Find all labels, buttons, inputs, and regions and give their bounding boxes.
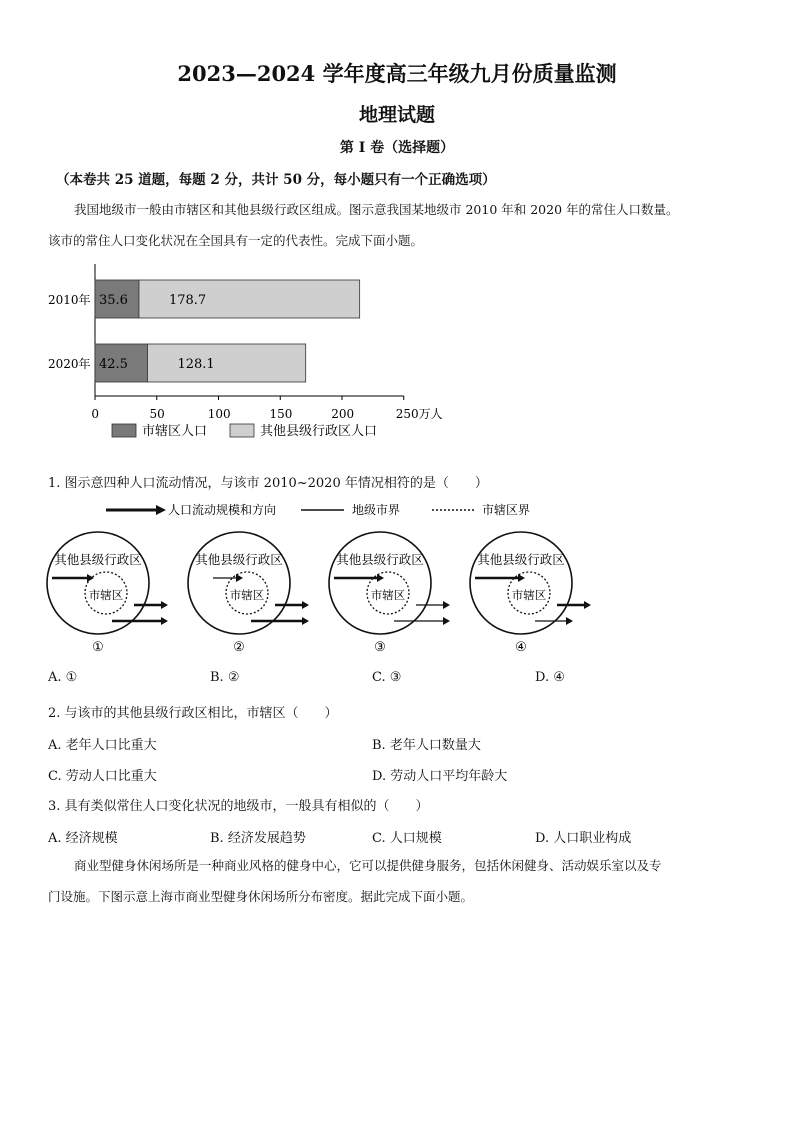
inner-area-label: 市辖区 xyxy=(370,588,406,602)
q2-option-a[interactable]: A. 老年人口比重大 xyxy=(48,738,157,753)
diagram-number: ④ xyxy=(515,640,527,655)
legend-swatch xyxy=(112,424,136,437)
flow-arrow-head xyxy=(302,617,309,625)
diagram-number: ① xyxy=(92,640,104,655)
section-title: 第 I 卷（选择题） xyxy=(339,140,455,156)
passage1-line1: 我国地级市一般由市辖区和其他县级行政区组成。图示意我国某地级市 2010 年和 2020 年的常住人口数量。 xyxy=(74,202,679,217)
subject-title: 地理试题 xyxy=(358,104,435,126)
migration-diagram xyxy=(47,532,168,655)
flow-arrow-head xyxy=(87,574,94,582)
q3-option-c[interactable]: C. 人口规模 xyxy=(372,831,442,846)
q2-option-c[interactable]: C. 劳动人口比重大 xyxy=(48,769,157,784)
x-tick-label: 0 xyxy=(91,407,100,421)
flow-legend-arrow-head xyxy=(156,505,166,515)
section-note: （本卷共 25 道题，每题 2 分，共计 50 分，每小题只有一个正确选项） xyxy=(56,172,496,188)
flow-arrow-head xyxy=(377,574,384,582)
x-tick-label: 100 xyxy=(207,407,231,421)
bar-value-label: 42.5 xyxy=(99,357,128,372)
diagram-number: ③ xyxy=(374,640,386,655)
category-label: 2010年 xyxy=(48,293,91,307)
x-tick-label: 250万人 xyxy=(395,407,443,421)
city-border-circle xyxy=(188,532,290,634)
diagram-number: ② xyxy=(233,640,245,655)
flow-arrow-head xyxy=(236,574,243,582)
q2-option-d[interactable]: D. 劳动人口平均年龄大 xyxy=(372,769,508,784)
city-border-circle xyxy=(329,532,431,634)
passage2-line1: 商业型健身休闲场所是一种商业风格的健身中心，它可以提供健身服务，包括休闲健身、活动娱乐室以及专 xyxy=(74,858,662,873)
outer-area-label: 其他县级行政区 xyxy=(195,552,283,567)
legend-swatch xyxy=(230,424,254,437)
q1-option-c[interactable]: C. ③ xyxy=(372,670,402,685)
q3-stem: 3. 具有类似常住人口变化状况的地级市，一般具有相似的（ ） xyxy=(48,799,429,814)
legend-label: 市辖区人口 xyxy=(142,424,208,439)
bar-value-label: 178.7 xyxy=(168,293,207,308)
q1-diagrams xyxy=(40,520,620,660)
flow-arrow-head xyxy=(443,617,450,625)
city-border-circle xyxy=(470,532,572,634)
inner-area-label: 市辖区 xyxy=(88,588,124,602)
inner-area-label: 市辖区 xyxy=(511,588,547,602)
outer-area-label: 其他县级行政区 xyxy=(477,552,565,567)
q1-stem: 1. 图示意四种人口流动情况，与该市 2010~2020 年情况相符的是（ ） xyxy=(48,476,488,491)
q1-option-b[interactable]: B. ② xyxy=(210,670,240,685)
q2-stem: 2. 与该市的其他县级行政区相比，市辖区（ ） xyxy=(48,706,338,721)
x-tick-label: 200 xyxy=(331,407,355,421)
migration-diagram xyxy=(470,532,591,655)
inner-area-label: 市辖区 xyxy=(229,588,265,602)
q1-option-d[interactable]: D. ④ xyxy=(535,670,565,685)
migration-diagram xyxy=(329,532,450,655)
flow-arrow-head xyxy=(302,601,309,609)
q3-option-a[interactable]: A. 经济规模 xyxy=(48,831,118,846)
district-border-legend-label: 市辖区界 xyxy=(482,503,531,517)
flow-arrow-head xyxy=(161,601,168,609)
bar-segment xyxy=(147,344,305,382)
q3-option-d[interactable]: D. 人口职业构成 xyxy=(535,831,632,846)
passage2 xyxy=(48,850,748,912)
outer-area-label: 其他县级行政区 xyxy=(336,552,424,567)
x-tick-label: 50 xyxy=(149,407,165,421)
q3-option-b[interactable]: B. 经济发展趋势 xyxy=(210,831,306,846)
q1-option-a[interactable]: A. ① xyxy=(48,670,78,685)
population-chart xyxy=(40,262,460,457)
city-border-circle xyxy=(47,532,149,634)
outer-area-label: 其他县级行政区 xyxy=(54,552,142,567)
flow-arrow-head xyxy=(584,601,591,609)
flow-arrow-head xyxy=(566,617,573,625)
q2-option-b[interactable]: B. 老年人口数量大 xyxy=(372,738,481,753)
flow-arrow-head xyxy=(443,601,450,609)
category-label: 2020年 xyxy=(48,357,91,371)
q1-legend xyxy=(96,498,656,520)
passage2-line2: 门设施。下图示意上海市商业型健身休闲场所分布密度。据此完成下面小题。 xyxy=(48,889,474,904)
flow-legend-label: 人口流动规模和方向 xyxy=(168,503,277,517)
passage1-line2: 该市的常住人口变化状况在全国具有一定的代表性。完成下面小题。 xyxy=(48,233,424,248)
bar-value-label: 35.6 xyxy=(99,293,128,308)
x-tick-label: 150 xyxy=(269,407,293,421)
exam-title: 2023—2024 学年度高三年级九月份质量监测 xyxy=(177,61,617,86)
bar-value-label: 128.1 xyxy=(177,357,215,372)
flow-arrow-head xyxy=(518,574,525,582)
legend-label: 其他县级行政区人口 xyxy=(260,424,378,439)
flow-arrow-head xyxy=(161,617,168,625)
city-border-legend-label: 地级市界 xyxy=(352,503,401,517)
migration-diagram xyxy=(188,532,309,655)
passage1 xyxy=(48,194,748,256)
